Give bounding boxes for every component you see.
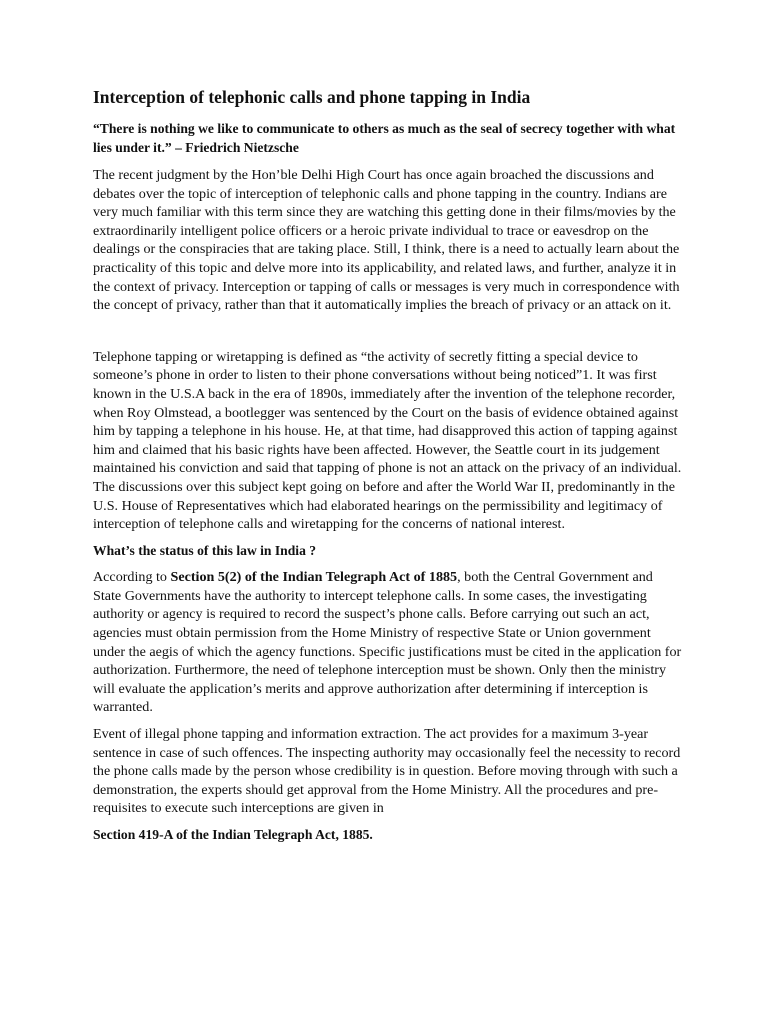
- paragraph-spacer: [93, 818, 683, 826]
- definition-paragraph: Telephone tapping or wiretapping is defined as “the activity of secretly fitting a special device to someone’s phone in order to listen to their phone conversations without being noticed”1. It was first known in the U.S.A back in the era of 1890s, immediately after the invention of the telephone recorder, when Roy Olmstead, a bootlegger was sentenced by the Court on the basis of evidence obtained against him by tapping a telephone in his house. He, at that time, had disapproved this action of tapping against him and claimed that his basic rights have been affected. However, the Seattle court in its judgement maintained his conviction and said that tapping of phone is not an attack on the privacy of an individual. The discussions over this subject kept going on before and after the World War II, predominantly in the U.S. House of Representatives which had elaborated hearings on the permissibility and legitimacy of interception of telephone calls and wiretapping for the concerns of national interest.: [93, 348, 682, 533]
- intro-paragraph: The recent judgment by the Hon’ble Delhi High Court has once again broached the discussions and debates over the topic of interception of telephonic calls and phone tapping in the country. Indians are very much familiar with this term since they are watching this getting done in their films/movies by the extraordinarily intelligent police officers or a heroic private individual to trace or eavesdrop on the dealings or the conspiracies that are taking place. Still, I think, there is a need to actually learn about the practicality of this topic and delve more into its applicability, and related laws, and further, analyze it in the context of privacy. Interception or tapping of calls or messages is very much in correspondence with the concept of privacy, rather than that it automatically implies the breach of privacy or an attack on it.: [93, 167, 680, 314]
- document-page: [93, 86, 683, 845]
- status-paragraph-prefix: According to: [93, 569, 171, 586]
- status-paragraph-suffix: , both the Central Government and State Governments have the authority to intercept telephone calls. In some cases, the investigating authority or agency is required to record the suspect’s phone calls. Before carrying out such an act, agencies must obtain permission from the Home Ministry of respective State or Union government under the aegis of which the agency functions. Specific justifications must be cited in the application for authorization. Furthermore, the need of telephone interception must be shown. Only then the ministry will evaluate the application’s merits and approve authorization after determining if interception is warranted.: [93, 569, 682, 716]
- status-paragraph: [93, 568, 683, 717]
- illegal-tapping-paragraph: Event of illegal phone tapping and information extraction. The act provides for a maximum 3-year sentence in case of such offences. The inspecting authority may occasionally feel the necessity to record the phone calls made by the person whose credibility is in question. Before moving through with such a demonstration, the experts should get approval from the Home Ministry. All the procedures and pre-requisites to execute such interceptions are given in: [93, 726, 681, 817]
- section-reference: Section 419-A of the Indian Telegraph Act, 1885.: [93, 827, 373, 842]
- paragraph-spacer: [93, 315, 683, 348]
- paragraph-spacer: [93, 534, 683, 542]
- epigraph-quote: “There is nothing we like to communicate to others as much as the seal of secrecy together with what lies under it.” – Friedrich Nietzsche: [93, 121, 676, 155]
- document-title: Interception of telephonic calls and phone tapping in India: [93, 87, 531, 107]
- paragraph-spacer: [93, 717, 683, 725]
- status-heading: What’s the status of this law in India ?: [93, 542, 317, 558]
- paragraph-spacer: [93, 560, 683, 568]
- status-paragraph-bold-reference: Section 5(2) of the Indian Telegraph Act of 1885: [170, 569, 458, 586]
